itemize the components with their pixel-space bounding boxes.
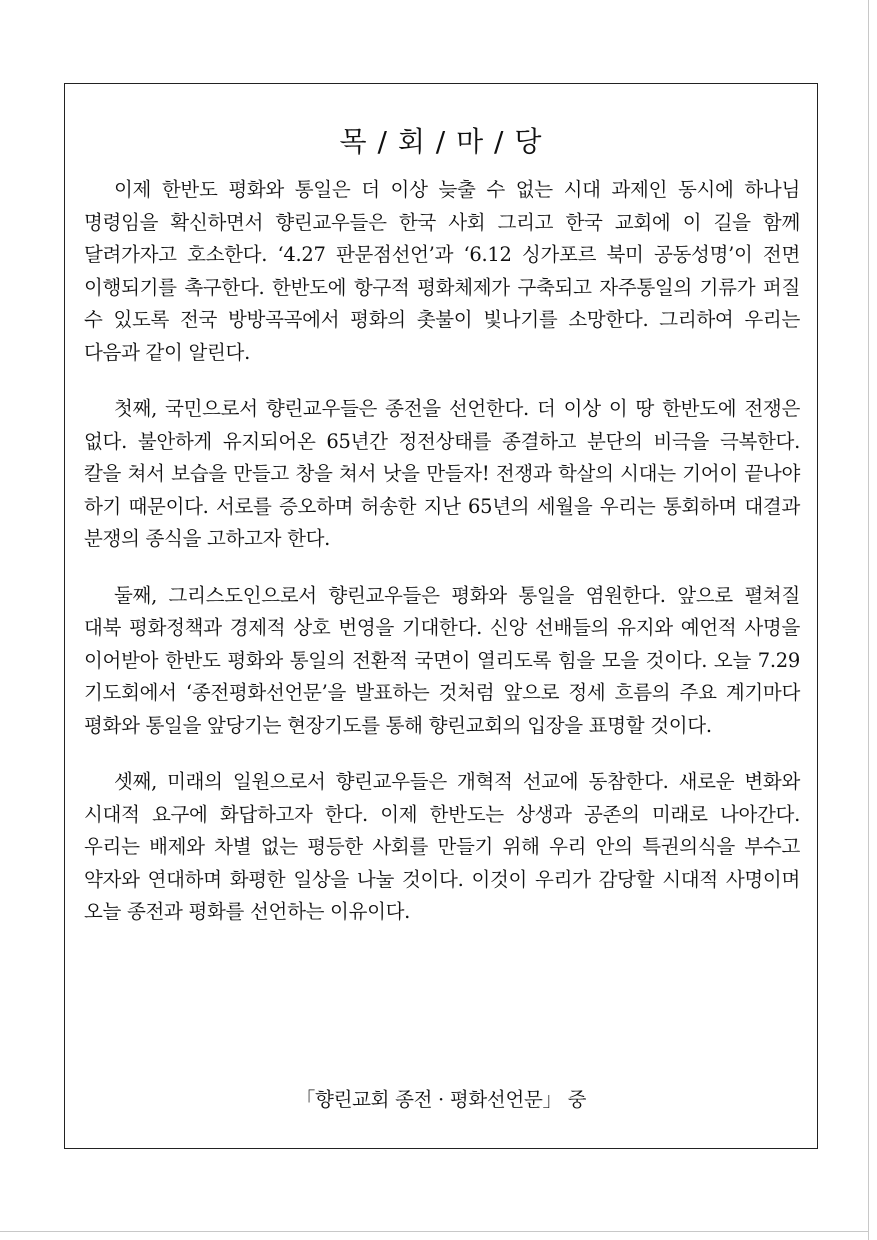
body-text: [84, 174, 800, 929]
page-edge-right: [868, 0, 869, 1240]
content-frame: [64, 83, 818, 1149]
paragraph-first: 첫째, 국민으로서 향린교우들은 종전을 선언한다. 더 이상 이 땅 한반도에 전쟁은 없다. 불안하게 유지되어온 65년간 정전상태를 종결하고 분단의 비극을 극복한다. 칼을 쳐서 보습을 만들고 창을 쳐서 낫을 만들자! 전쟁과 학살의 시대는 기어이 끝나야 하기 때문이다. 서로를 증오하며 허송한 지난 65년의 세월을 우리는 통회하며 대결과 분쟁의 종식을 고하고자 한다.: [84, 397, 800, 550]
source-citation: 「향린교회 종전 · 평화선언문」 중: [295, 1088, 587, 1111]
paragraph-third: 셋째, 미래의 일원으로서 향린교우들은 개혁적 선교에 동참한다. 새로운 변화와 시대적 요구에 화답하고자 한다. 이제 한반도는 상생과 공존의 미래로 나아간다. 우리는 배제와 차별 없는 평등한 사회를 만들기 위해 우리 안의 특권의식을 부수고 약자와 연대하며 화평한 일상을 나눌 것이다. 이것이 우리가 감당할 시대적 사명이며 오늘 종전과 평화를 선언하는 이유이다.: [84, 770, 800, 923]
paragraph-second: 둘째, 그리스도인으로서 향린교우들은 평화와 통일을 염원한다. 앞으로 펼쳐질 대북 평화정책과 경제적 상호 번영을 기대한다. 신앙 선배들의 유지와 예언적 사명을 이어받아 한반도 평화와 통일의 전환적 국면이 열리도록 힘을 모을 것이다. 오늘 7.29 기도회에서 ‘종전평화선언문’을 발표하는 것처럼 앞으로 정세 흐름의 주요 계기마다 평화와 통일을 앞당기는 현장기도를 통해 향린교회의 입장을 표명할 것이다.: [84, 583, 800, 737]
page-title: 목 / 회 / 마 / 당: [339, 125, 543, 158]
paragraph-intro: 이제 한반도 평화와 통일은 더 이상 늦출 수 없는 시대 과제인 동시에 하나님 명령임을 확신하면서 향린교우들은 한국 사회 그리고 한국 교회에 이 길을 함께 달려가자고 호소한다. ‘4.27 판문점선언’과 ‘6.12 싱가포르 북미 공동성명’이 전면 이행되기를 촉구한다. 한반도에 항구적 평화체제가 구축되고 자주통일의 기류가 퍼질 수 있도록 전국 방방곡곡에서 평화의 촛불이 빛나기를 소망한다. 그리하여 우리는 다음과 같이 알린다.: [84, 178, 800, 364]
page-edge-bottom: [0, 1231, 868, 1232]
